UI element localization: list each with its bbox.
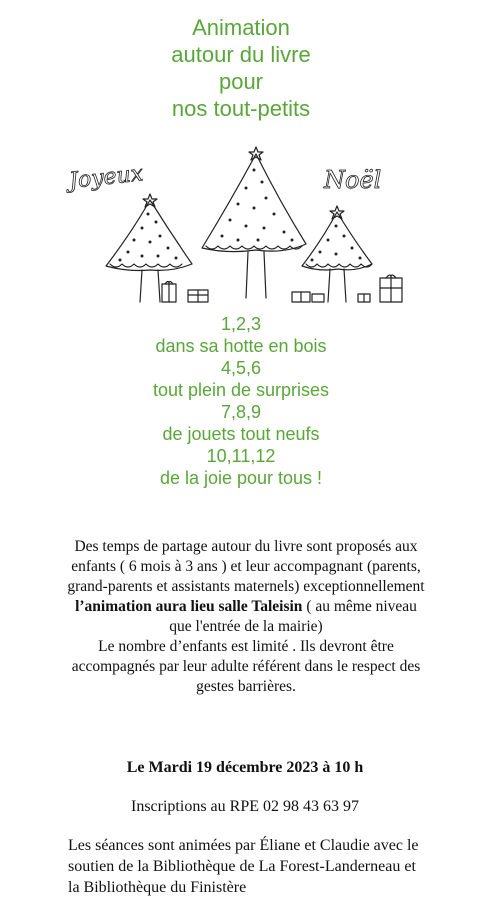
rhyme-line-3: 4,5,6 — [220, 358, 262, 378]
title-line-1: Animation — [192, 15, 290, 40]
title-line-3: pour — [218, 69, 264, 94]
description-paragraph-1 — [62, 537, 430, 637]
title-block — [0, 14, 482, 122]
counting-rhyme — [0, 313, 482, 489]
title-line-4: nos tout-petits — [171, 96, 311, 121]
title-line-2: autour du livre — [171, 42, 311, 67]
gift-boxes — [162, 275, 402, 302]
christmas-trees-illustration — [62, 142, 412, 312]
description-text-b: ( au même niveau que l'entrée de la mairie) — [169, 598, 417, 635]
noel-word: Noël — [324, 166, 382, 194]
left-tree — [106, 194, 192, 302]
description-text-a: Des temps de partage autour du livre sont proposés aux enfants ( 6 mois à 3 ans ) et leur accompagnant (parents, grand-parents et assistants maternels) exceptionnellement — [67, 538, 425, 595]
rhyme-line-2: dans sa hotte en bois — [155, 336, 327, 356]
center-tree — [202, 147, 306, 298]
venue-emphasis: l’animation aura lieu salle Taleisin — [75, 598, 303, 615]
rhyme-line-4: tout plein de surprises — [152, 380, 330, 400]
joyeux-word: Joyeux — [68, 161, 145, 194]
description-paragraph-2: Le nombre d’enfants est limité . Ils devront être accompagnés par leur adulte référent dans le respect des gestes barrières. — [71, 638, 421, 695]
description-block — [62, 537, 430, 697]
rhyme-line-6: de jouets tout neufs — [162, 424, 320, 444]
event-date: Le Mardi 19 décembre 2023 à 10 h — [126, 759, 364, 776]
right-tree — [302, 206, 372, 302]
rhyme-line-7: 10,11,12 — [206, 446, 276, 466]
rhyme-line-1: 1,2,3 — [220, 314, 262, 334]
rhyme-line-8: de la joie pour tous ! — [159, 468, 323, 488]
rhyme-line-5: 7,8,9 — [220, 402, 262, 422]
registration-info: Inscriptions au RPE 02 98 43 63 97 — [131, 798, 359, 815]
credits-text: Les séances sont animées par Éliane et Claudie avec le soutien de la Bibliothèque de La Forest-Landerneau et la Bibliothèque du Finistère — [68, 837, 419, 896]
